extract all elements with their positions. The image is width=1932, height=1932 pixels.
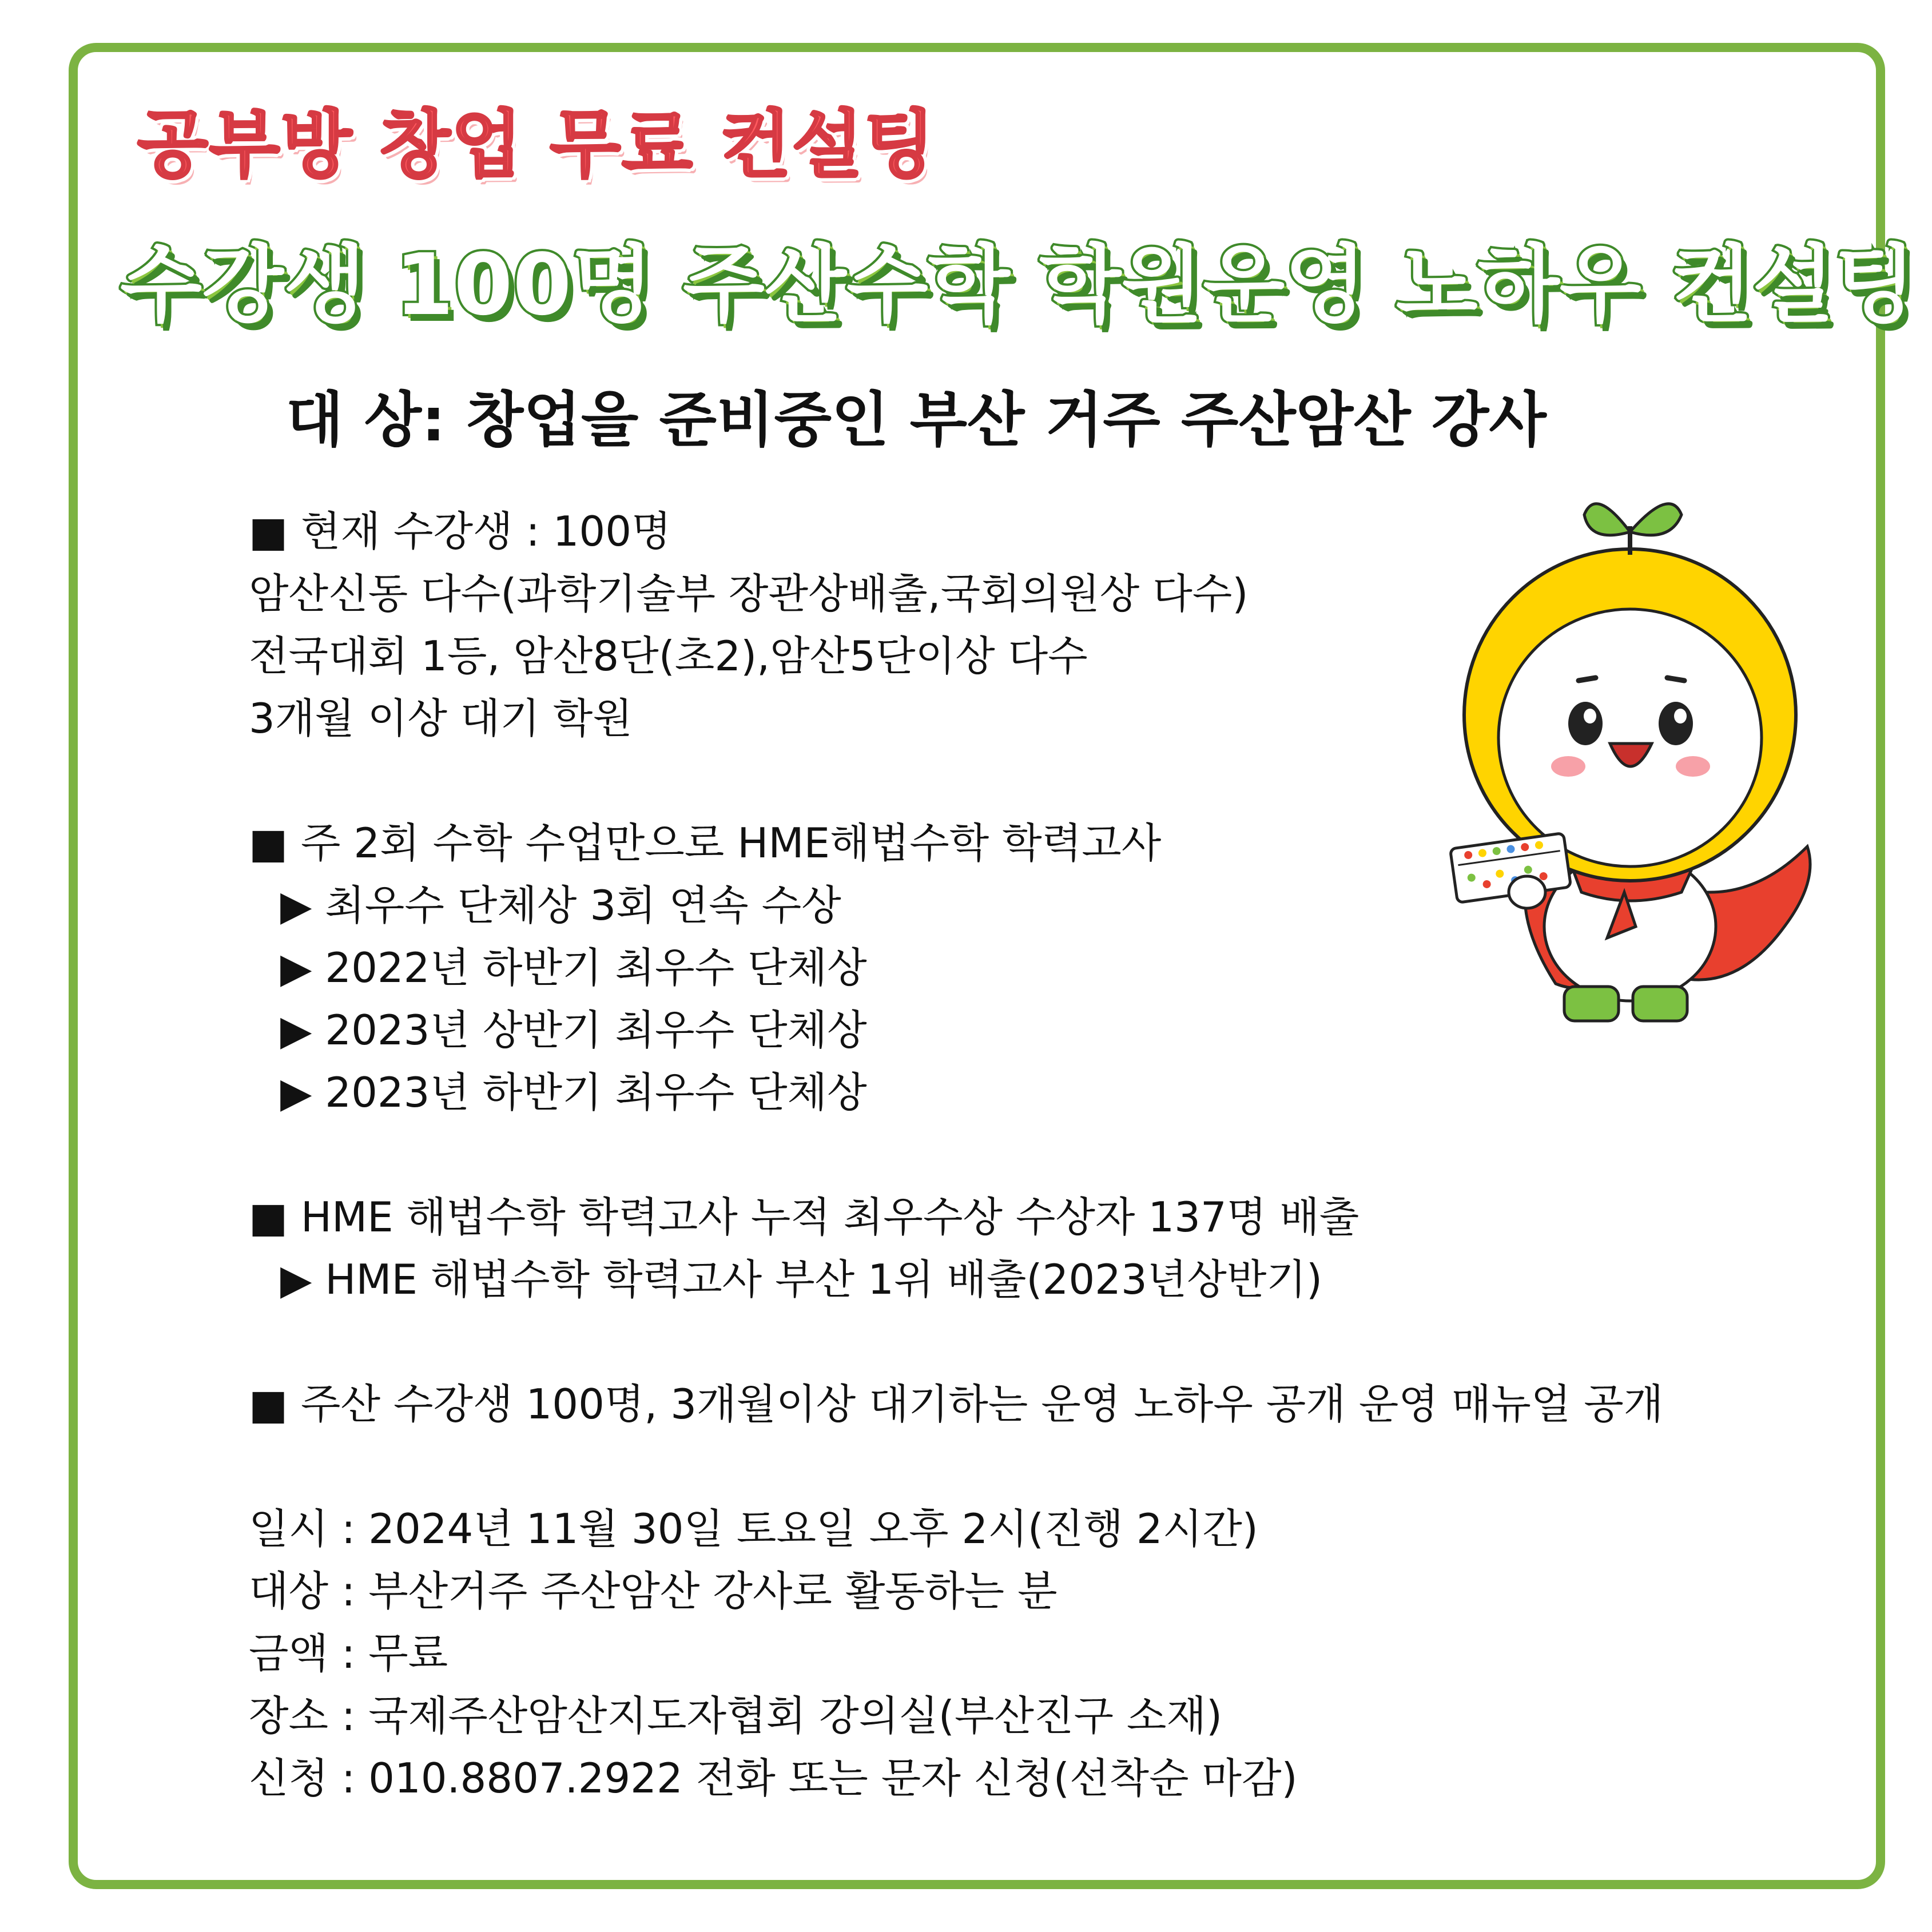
section2-item: ▶ 2023년 상반기 최우수 단체상	[280, 1006, 867, 1054]
detail-price: 금액 : 무료	[249, 1629, 448, 1677]
title-main: 수강생 100명 주산수학 학원운영 노하우 컨설팅	[120, 236, 1916, 334]
hand-icon	[1509, 876, 1545, 908]
detail-location: 장소 : 국제주산암산지도자협회 강의실(부산진구 소재)	[249, 1692, 1223, 1740]
section1-line: 3개월 이상 대기 학원	[249, 694, 633, 742]
cheek-icon	[1551, 756, 1585, 777]
spacer	[249, 1436, 1850, 1498]
mascot-illustration	[1441, 492, 1830, 1041]
detail-date: 일시 : 2024년 11월 30일 토요일 오후 2시(진행 2시간)	[249, 1505, 1258, 1553]
left-eye-icon	[1568, 702, 1603, 745]
left-foot-icon	[1564, 987, 1619, 1021]
section3-heading: ■ HME 해법수학 학력고사 누적 최우수상 수상자 137명 배출	[249, 1193, 1359, 1241]
title-top: 공부방 창업 무료 컨설팅	[137, 102, 936, 188]
cheek-icon	[1676, 756, 1710, 777]
right-eye-icon	[1659, 702, 1693, 745]
section2-item: ▶ 2022년 하반기 최우수 단체상	[280, 944, 867, 992]
spacer	[249, 1311, 1850, 1373]
face-icon	[1498, 609, 1762, 866]
section3-item: ▶ HME 해법수학 학력고사 부산 1위 배출(2023년상반기)	[280, 1255, 1323, 1303]
leaf-right-icon	[1630, 504, 1681, 535]
target-audience: 대 상: 창업을 준비중인 부산 거주 주산암산 강사	[286, 385, 1547, 455]
right-foot-icon	[1633, 987, 1687, 1021]
section2-item: ▶ 2023년 하반기 최우수 단체상	[280, 1068, 867, 1116]
detail-target: 대상 : 부산거주 주산암산 강사로 활동하는 분	[249, 1567, 1058, 1615]
section2-heading: ■ 주 2회 수학 수업만으로 HME해법수학 학력고사	[249, 819, 1162, 867]
section4-heading: ■ 주산 수강생 100명, 3개월이상 대기하는 운영 노하우 공개 운영 매뉴얼 공개	[249, 1380, 1664, 1428]
leaf-left-icon	[1584, 504, 1630, 535]
spacer	[249, 1124, 1850, 1186]
section1-heading: ■ 현재 수강생 : 100명	[249, 507, 671, 555]
detail-apply: 신청 : 010.8807.2922 전화 또는 문자 신청(선착순 마감)	[249, 1754, 1298, 1802]
section2-item: ▶ 최우수 단체상 3회 연속 수상	[280, 881, 841, 929]
section1-line: 전국대회 1등, 암산8단(초2),암산5단이상 다수	[249, 632, 1088, 680]
section1-line: 암산신동 다수(과학기술부 장관상배출,국회의원상 다수)	[249, 570, 1249, 618]
